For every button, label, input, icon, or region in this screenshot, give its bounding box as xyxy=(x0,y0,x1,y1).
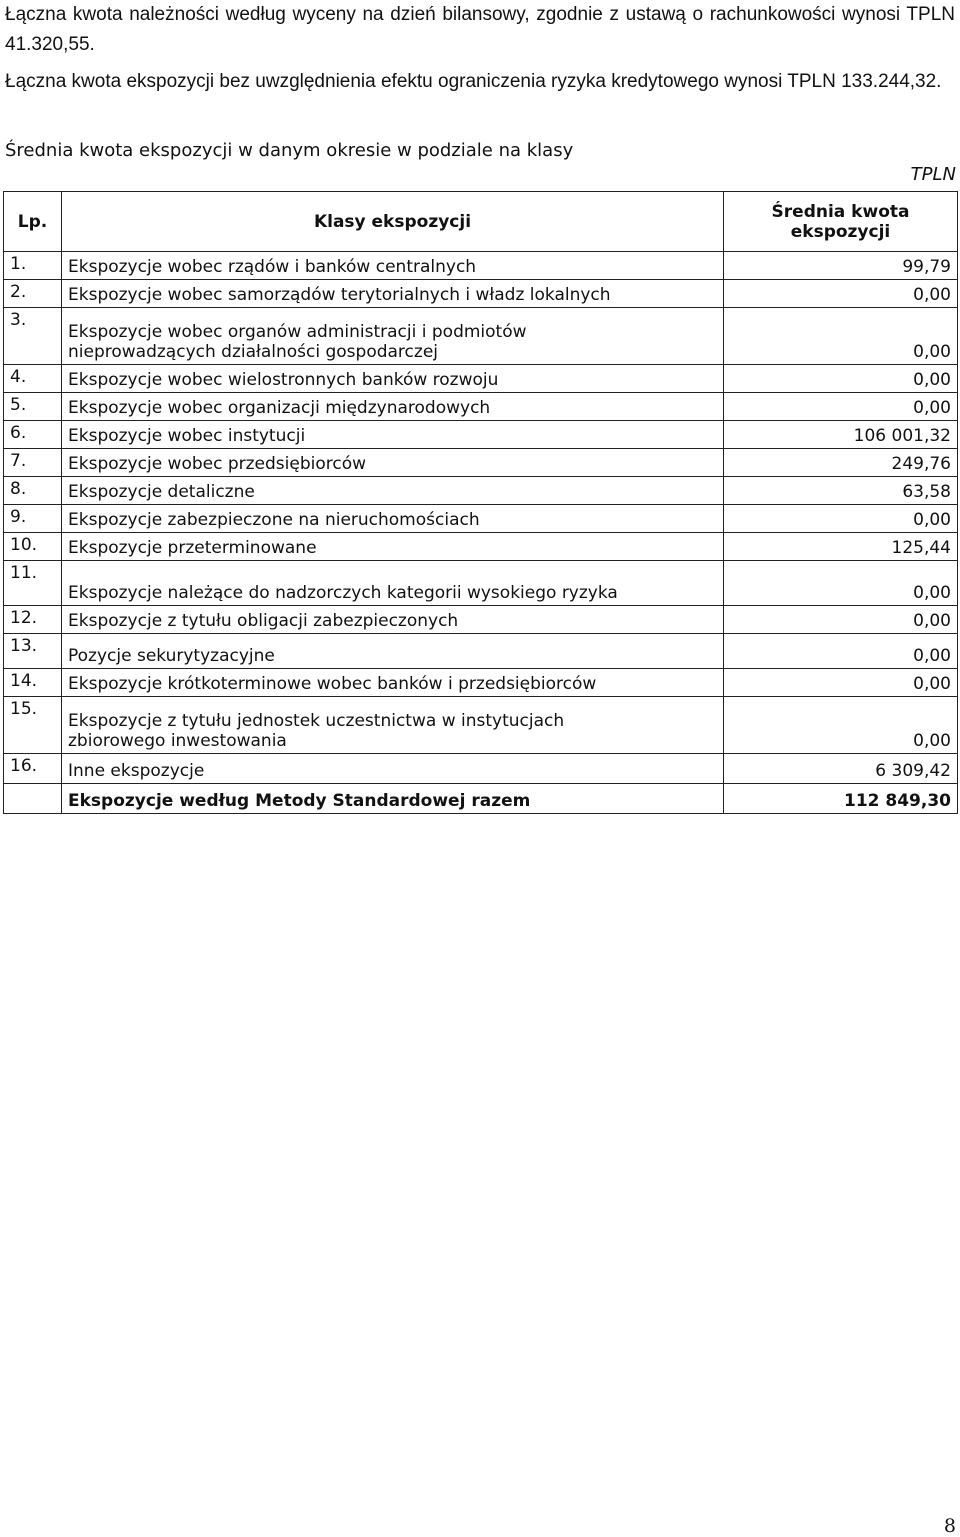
row-label: Ekspozycje wobec przedsiębiorców xyxy=(62,449,724,477)
table-row xyxy=(4,669,958,697)
header-class: Klasy ekspozycji xyxy=(62,192,724,252)
row-lp: 12. xyxy=(4,606,62,634)
row-lp: 4. xyxy=(4,365,62,393)
table-row xyxy=(4,754,958,784)
row-label: Ekspozycje zabezpieczone na nieruchomościach xyxy=(62,505,724,533)
row-label: Ekspozycje krótkoterminowe wobec banków i przedsiębiorców xyxy=(62,669,724,697)
total-label: Ekspozycje według Metody Standardowej razem xyxy=(62,784,724,814)
table-row xyxy=(4,365,958,393)
row-lp: 5. xyxy=(4,393,62,421)
row-lp: 6. xyxy=(4,421,62,449)
row-amount: 0,00 xyxy=(724,280,958,308)
header-amount: Średnia kwota ekspozycji xyxy=(724,192,958,252)
row-amount: 99,79 xyxy=(724,252,958,280)
total-amount: 112 849,30 xyxy=(724,784,958,814)
row-label: Ekspozycje należące do nadzorczych kategorii wysokiego ryzyka xyxy=(62,561,724,606)
row-label: Pozycje sekurytyzacyjne xyxy=(62,634,724,669)
table-row xyxy=(4,393,958,421)
table-row xyxy=(4,252,958,280)
table-row xyxy=(4,477,958,505)
row-lp: 16. xyxy=(4,754,62,784)
row-lp: 8. xyxy=(4,477,62,505)
row-lp: 9. xyxy=(4,505,62,533)
table-row xyxy=(4,634,958,669)
row-amount: 249,76 xyxy=(724,449,958,477)
table-row xyxy=(4,421,958,449)
exposure-table xyxy=(3,191,958,814)
intro-paragraph-exposure: Łączna kwota ekspozycji bez uwzględnienia efektu ograniczenia ryzyka kredytowego wynosi TPLN 133.244,32. xyxy=(5,71,942,92)
row-label: Ekspozycje z tytułu jednostek uczestnictwa w instytucjach zbiorowego inwestowania xyxy=(62,697,724,754)
row-lp: 13. xyxy=(4,634,62,669)
row-lp: 14. xyxy=(4,669,62,697)
total-lp-empty xyxy=(4,784,62,814)
table-row xyxy=(4,533,958,561)
row-label: Ekspozycje z tytułu obligacji zabezpieczonych xyxy=(62,606,724,634)
row-label: Ekspozycje detaliczne xyxy=(62,477,724,505)
row-amount: 0,00 xyxy=(724,634,958,669)
table-row xyxy=(4,505,958,533)
table-row xyxy=(4,449,958,477)
table-row xyxy=(4,606,958,634)
row-label: Ekspozycje wobec rządów i banków centralnych xyxy=(62,252,724,280)
table-row xyxy=(4,697,958,754)
row-lp: 7. xyxy=(4,449,62,477)
unit-label: TPLN xyxy=(910,164,956,185)
row-label: Ekspozycje przeterminowane xyxy=(62,533,724,561)
header-lp: Lp. xyxy=(4,192,62,252)
row-amount: 63,58 xyxy=(724,477,958,505)
table-row xyxy=(4,561,958,606)
table-row xyxy=(4,280,958,308)
table-header-row xyxy=(4,192,958,252)
row-amount: 125,44 xyxy=(724,533,958,561)
table-caption: Średnia kwota ekspozycji w danym okresie w podziale na klasy xyxy=(5,140,574,161)
row-label: Inne ekspozycje xyxy=(62,754,724,784)
row-lp: 1. xyxy=(4,252,62,280)
row-label: Ekspozycje wobec organizacji międzynarodowych xyxy=(62,393,724,421)
table-row xyxy=(4,308,958,365)
table-total-row xyxy=(4,784,958,814)
row-lp: 3. xyxy=(4,308,62,365)
row-amount: 0,00 xyxy=(724,561,958,606)
row-label: Ekspozycje wobec wielostronnych banków rozwoju xyxy=(62,365,724,393)
page-number: 8 xyxy=(943,1515,956,1537)
row-lp: 11. xyxy=(4,561,62,606)
row-lp: 2. xyxy=(4,280,62,308)
row-amount: 0,00 xyxy=(724,697,958,754)
row-lp: 15. xyxy=(4,697,62,754)
row-amount: 0,00 xyxy=(724,365,958,393)
row-label: Ekspozycje wobec instytucji xyxy=(62,421,724,449)
row-amount: 0,00 xyxy=(724,393,958,421)
row-amount: 0,00 xyxy=(724,505,958,533)
row-amount: 6 309,42 xyxy=(724,754,958,784)
row-amount: 106 001,32 xyxy=(724,421,958,449)
row-amount: 0,00 xyxy=(724,669,958,697)
row-amount: 0,00 xyxy=(724,606,958,634)
row-label: Ekspozycje wobec samorządów terytorialnych i władz lokalnych xyxy=(62,280,724,308)
row-lp: 10. xyxy=(4,533,62,561)
row-label: Ekspozycje wobec organów administracji i podmiotów nieprowadzących działalności gospodarczej xyxy=(62,308,724,365)
row-amount: 0,00 xyxy=(724,308,958,365)
intro-paragraph-receivables: Łączna kwota należności według wyceny na dzień bilansowy, zgodnie z ustawą o rachunkowości wynosi TPLN 41.320,55. xyxy=(5,4,955,55)
